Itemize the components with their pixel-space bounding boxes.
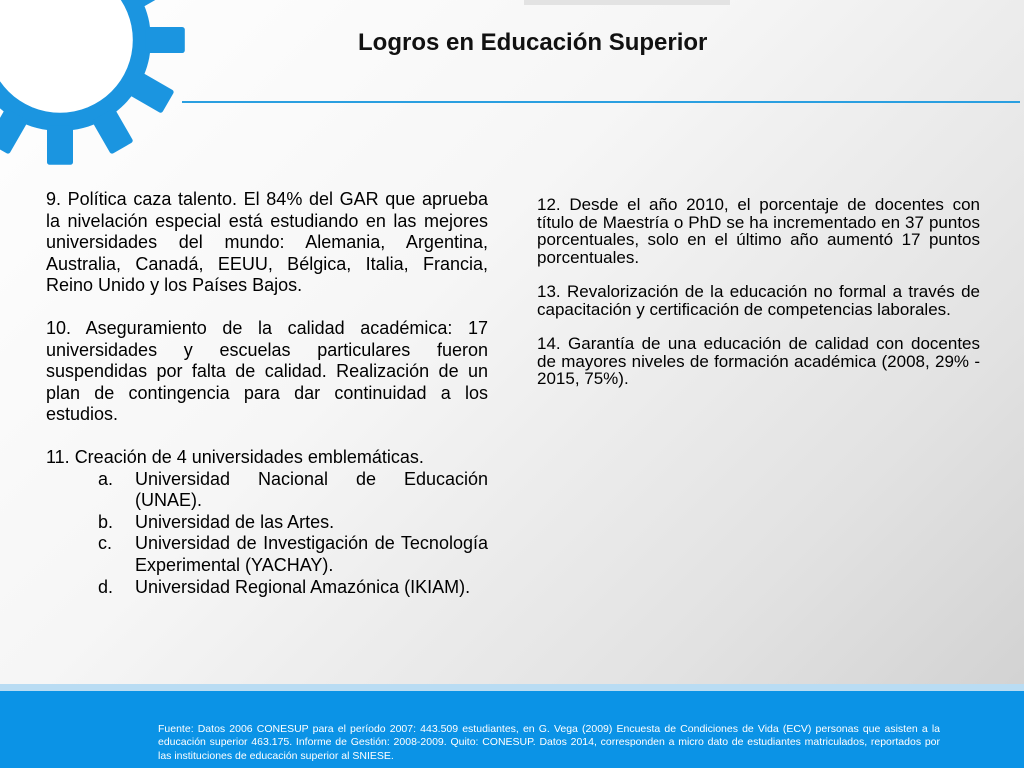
achievement-12: 12. Desde el año 2010, el porcentaje de docentes con título de Maestría o PhD se ha incrementado en 37 puntos porcentuales, solo en el último año aumentó 17 puntos porcentuales.: [537, 195, 980, 267]
source-note: Fuente: Datos 2006 CONESUP para el período 2007: 443.509 estudiantes, en G. Vega (2009) Encuesta de Condiciones de Vida (ECV) personas que asisten a la educación superior 463.175. Informe de Gestión: 2008-2009. Quito: CONESUP. Datos 2014, corresponden a micro dato de estudiantes matriculados, reportados por las instituciones de educación superior al SNIESE.: [158, 722, 940, 762]
gear-icon: [0, 0, 190, 170]
university-name: Universidad de las Artes.: [135, 511, 335, 532]
university-name: Universidad de Investigación de Tecnología Experimental (YACHAY).: [135, 533, 488, 575]
list-marker: a.: [98, 468, 114, 489]
achievement-11: 11. Creación de 4 universidades emblemáticas.: [46, 446, 424, 467]
footer-accent-strip: [0, 684, 1024, 691]
achievement-14: 14. Garantía de una educación de calidad con docentes de mayores niveles de formación académica (2008, 29% - 2015, 75%).: [537, 334, 980, 388]
university-name: Universidad Nacional de Educación (UNAE).: [135, 468, 488, 511]
list-marker: d.: [98, 576, 114, 597]
slide-title: Logros en Educación Superior: [358, 29, 708, 56]
achievement-9: 9. Política caza talento. El 84% del GAR que aprueba la nivelación especial está estudiando en las mejores universidades del mundo: Alemania, Argentina, Australia, Canadá, EEUU, Bélgica, Italia, Francia, Reino Unido y los Países Bajos.: [46, 189, 488, 296]
university-name: Universidad Regional Amazónica (IKIAM).: [135, 576, 471, 597]
top-tab-decoration: [524, 0, 730, 5]
list-item: [46, 577, 488, 599]
universities-list: [46, 469, 488, 599]
list-marker: b.: [98, 511, 114, 532]
right-column: [537, 196, 980, 388]
left-column: [46, 189, 488, 598]
title-divider: [182, 101, 1020, 103]
list-marker: c.: [98, 533, 113, 554]
list-item: [46, 469, 488, 512]
achievement-13: 13. Revalorización de la educación no formal a través de capacitación y certificación de competencias laborales.: [537, 282, 980, 319]
list-item: [46, 512, 488, 534]
achievement-10: 10. Aseguramiento de la calidad académica: 17 universidades y escuelas particulares fueron suspendidas por falta de calidad. Realización de un plan de contingencia para dar continuidad a los estudios.: [46, 317, 488, 425]
list-item: [46, 533, 488, 576]
